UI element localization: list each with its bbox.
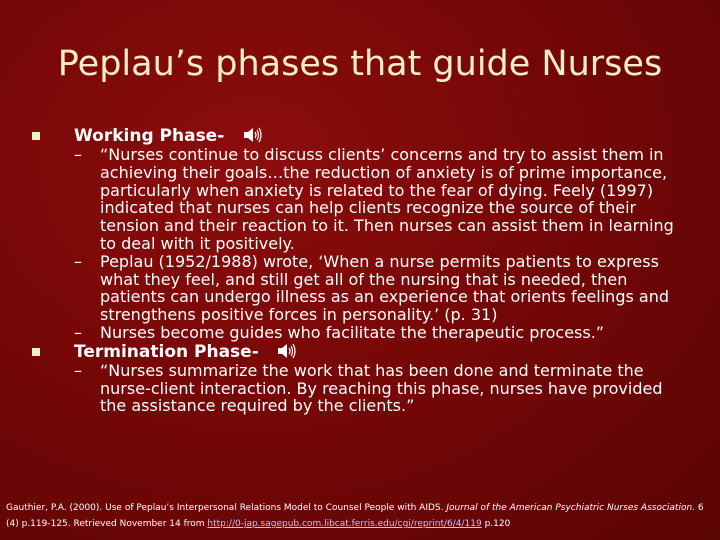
citation-journal: Journal of the American Psychiatric Nurses Association. (446, 503, 696, 513)
bullet-label: Working Phase- (74, 126, 225, 146)
citation-text: 6 (4) p.119-125. Retrieved November 14 from (6, 503, 704, 529)
citation-text: p.120 (481, 519, 511, 529)
bullet-square-icon (32, 348, 40, 356)
dash-marker: – (74, 360, 82, 380)
speaker-icon[interactable] (242, 126, 264, 144)
sub-item-text: “Nurses summarize the work that has been done and terminate the nurse-client interaction. By reaching this phase, nurses have provided the assistance required by the clients.” (100, 360, 663, 416)
bullet-square-icon (32, 132, 40, 140)
sub-item (28, 324, 708, 342)
citation-text: Gauthier, P.A. (2000). Use of Peplau’s Interpersonal Relations Model to Counsel People with AIDS. (6, 503, 447, 513)
sub-item (28, 362, 708, 415)
sub-item (28, 253, 708, 324)
sub-item-text: Nurses become guides who facilitate the therapeutic process.” (100, 322, 605, 342)
sub-item (28, 146, 708, 253)
slide-content (28, 126, 708, 415)
bullet-termination-phase (28, 342, 708, 362)
dash-marker: – (74, 145, 82, 164)
sub-item-text: Peplau (1952/1988) wrote, ‘When a nurse permits patients to express what they feel, and still get all of the nursing that is needed, then patients can undergo illness as an experience that orients feelings and strengthens positive forces in personality.’ (p. 31) (100, 251, 669, 325)
speaker-icon[interactable] (276, 342, 298, 360)
citation (6, 500, 716, 532)
dash-marker: – (74, 251, 82, 271)
slide-title: Peplau’s phases that guide Nurses (57, 44, 663, 84)
sub-item-text: “Nurses continue to discuss clients’ concerns and try to assist them in achieving their goals…the reduction of anxiety is of prime importance, particularly when anxiety is related to the fear of dying. Feely (1997) indicated that nurses can help clients recognize the source of their tension and their reaction to it. Then nurses can assist them in learning to deal with it positively. (100, 145, 674, 253)
citation-link[interactable]: http://0-jap.sagepub.com.libcat.ferris.edu/cgi/reprint/6/4/119 (207, 519, 482, 529)
dash-marker: – (74, 322, 82, 342)
bullet-label: Termination Phase- (74, 341, 259, 362)
bullet-working-phase (28, 126, 708, 146)
